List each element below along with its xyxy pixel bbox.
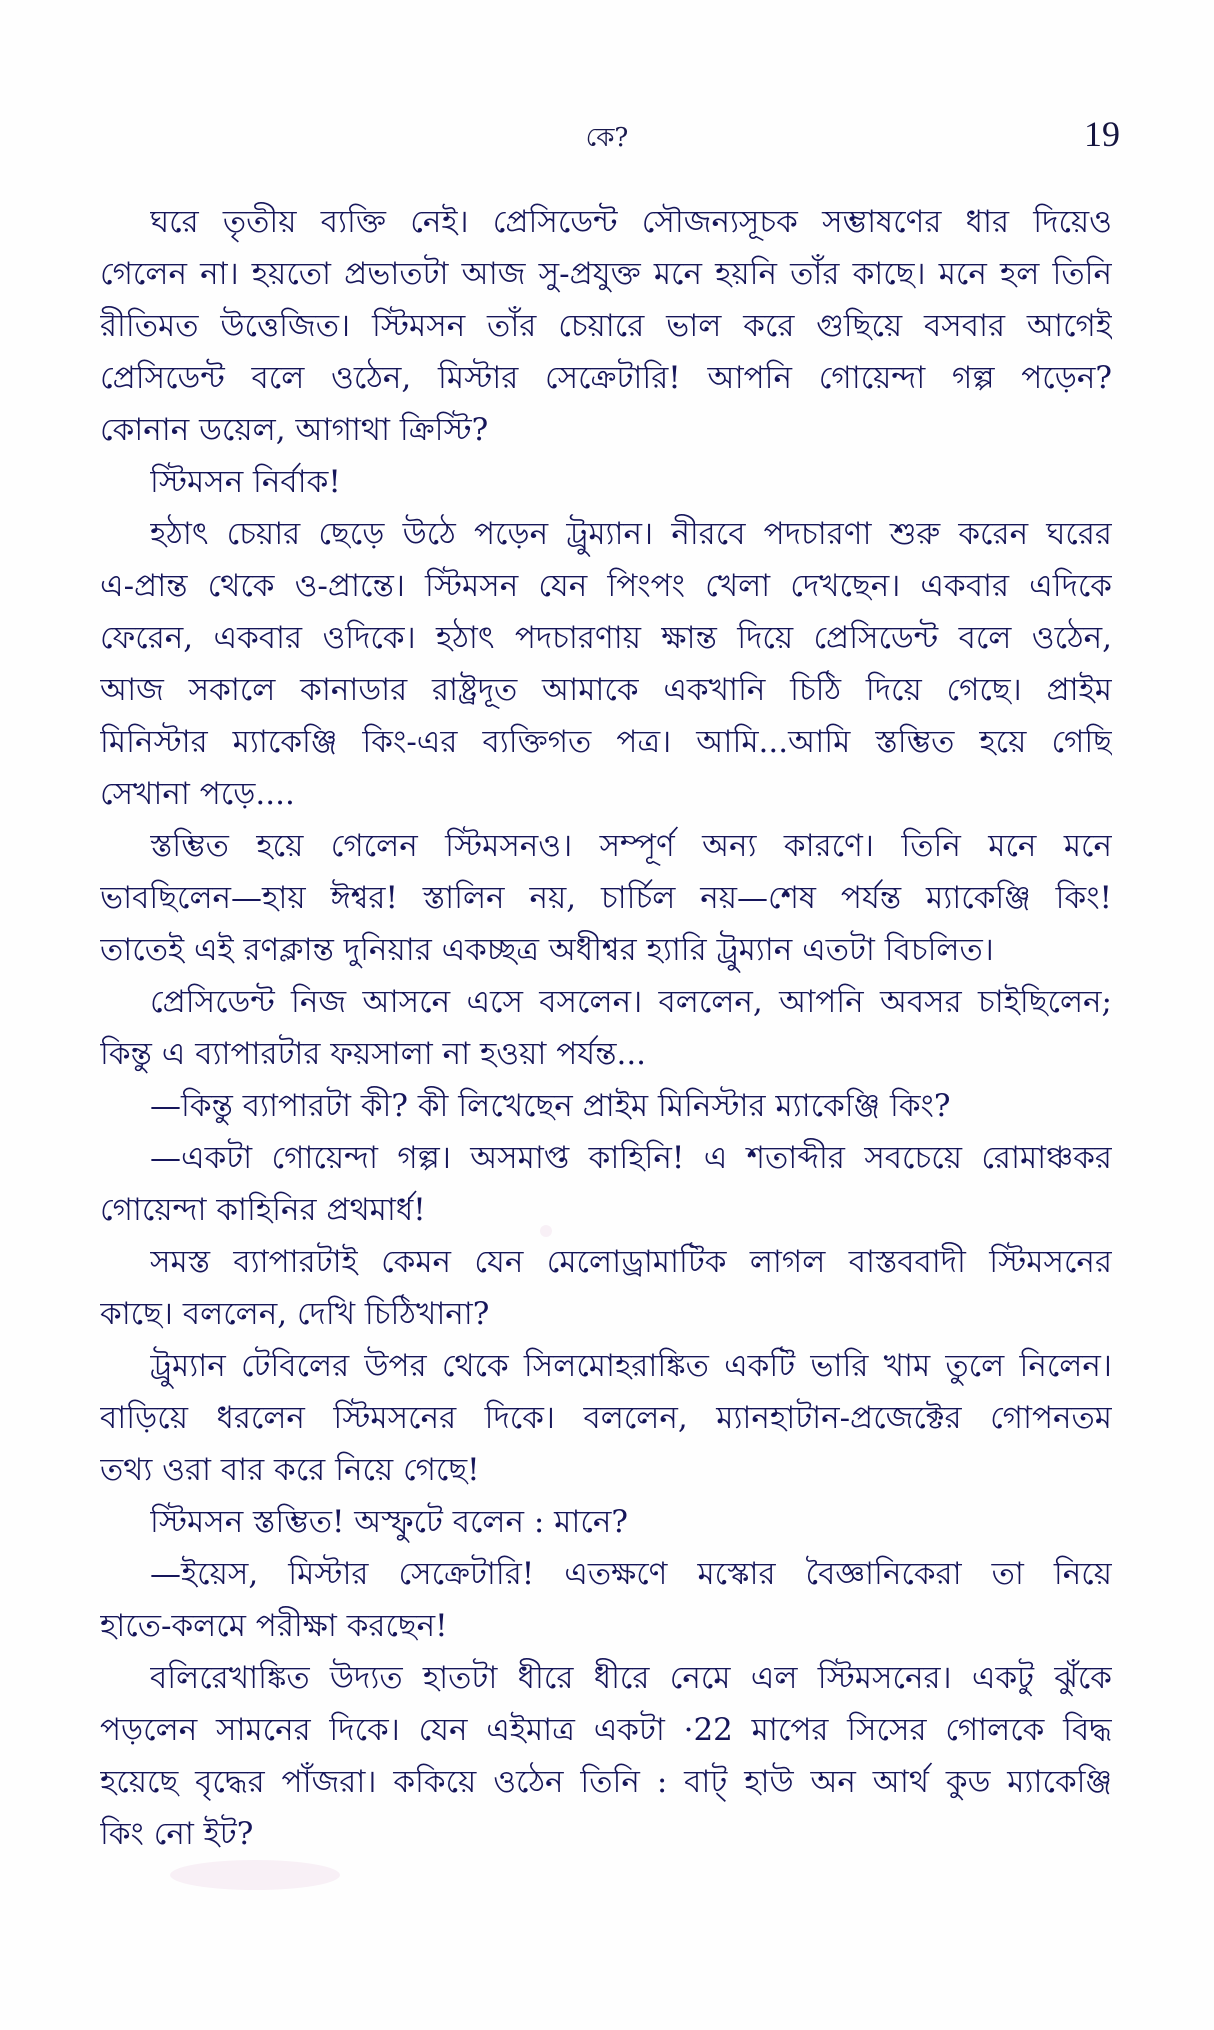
text-line: হয়েছে বৃদ্ধের পাঁজরা। ককিয়ে ওঠেন তিনি : বাট্ হাউ অন আর্থ কুড ম্যাকেঞ্জি [100, 1764, 1112, 1800]
text-line: —একটা গোয়েন্দা গল্প। অসমাপ্ত কাহিনি! এ শতাব্দীর সবচেয়ে রোমাঞ্চকর [150, 1140, 1112, 1176]
text-line: ভাবছিলেন—হায় ঈশ্বর! স্তালিন নয়, চার্চিল নয়—শেষ পর্যন্ত ম্যাকেঞ্জি কিং! [100, 880, 1112, 916]
text-line: কোনান ডয়েল, আগাথা ক্রিস্টি? [100, 412, 489, 448]
text-line: বলিরেখাঙ্কিত উদ্যত হাতটা ধীরে ধীরে নেমে এল স্টিমসনের। একটু ঝুঁকে [150, 1660, 1112, 1696]
text-line: গেলেন না। হয়তো প্রভাতটা আজ সু-প্রযুক্ত মনে হয়নি তাঁর কাছে। মনে হল তিনি [100, 256, 1112, 292]
text-line: ট্রুম্যান টেবিলের উপর থেকে সিলমোহরাঙ্কিত একটি ভারি খাম তুলে নিলেন। [150, 1348, 1112, 1384]
text-line: মিনিস্টার ম্যাকেঞ্জি কিং-এর ব্যক্তিগত পত্র। আমি...আমি স্তম্ভিত হয়ে গেছি [100, 724, 1112, 760]
text-line: প্রেসিডেন্ট বলে ওঠেন, মিস্টার সেক্রেটারি! আপনি গোয়েন্দা গল্প পড়েন? [100, 360, 1112, 396]
text-line: গোয়েন্দা কাহিনির প্রথমার্ধ! [100, 1192, 426, 1228]
text-line: —কিন্তু ব্যাপারটা কী? কী লিখেছেন প্রাইম মিনিস্টার ম্যাকেঞ্জি কিং? [150, 1088, 951, 1124]
text-line: রীতিমত উত্তেজিত। স্টিমসন তাঁর চেয়ারে ভাল করে গুছিয়ে বসবার আগেই [100, 308, 1112, 344]
text-line: তাতেই এই রণক্লান্ত দুনিয়ার একচ্ছত্র অধীশ্বর হ্যারি ট্রুম্যান এতটা বিচলিত। [100, 932, 994, 968]
text-line: পড়লেন সামনের দিকে। যেন এইমাত্র একটা ·22 মাপের সিসের গোলকে বিদ্ধ [100, 1712, 1112, 1748]
text-line: ঘরে তৃতীয় ব্যক্তি নেই। প্রেসিডেন্ট সৌজন্যসূচক সম্ভাষণের ধার দিয়েও [150, 204, 1112, 240]
print-smudge [170, 1860, 340, 1890]
text-line: কাছে। বললেন, দেখি চিঠিখানা? [100, 1296, 490, 1332]
text-line: স্তম্ভিত হয়ে গেলেন স্টিমসনও। সম্পূর্ণ অন্য কারণে। তিনি মনে মনে [150, 828, 1112, 864]
text-line: বাড়িয়ে ধরলেন স্টিমসনের দিকে। বললেন, ম্যানহাটান-প্রজেক্টের গোপনতম [100, 1400, 1112, 1436]
text-line: এ-প্রান্ত থেকে ও-প্রান্তে। স্টিমসন যেন পিংপং খেলা দেখছেন। একবার এদিকে [100, 568, 1112, 604]
text-line: কিং নো ইট? [100, 1816, 254, 1852]
text-line: তথ্য ওরা বার করে নিয়ে গেছে! [100, 1452, 480, 1488]
text-line: সেখানা পড়ে.... [100, 776, 295, 812]
text-line: স্টিমসন নির্বাক! [150, 464, 341, 500]
print-smudge [540, 1225, 552, 1237]
running-title: কে? [585, 123, 629, 153]
text-line: —ইয়েস, মিস্টার সেক্রেটারি! এতক্ষণে মস্কোর বৈজ্ঞানিকেরা তা নিয়ে [150, 1556, 1112, 1592]
text-line: হঠাৎ চেয়ার ছেড়ে উঠে পড়েন ট্রুম্যান। নীরবে পদচারণা শুরু করেন ঘরের [150, 516, 1112, 552]
page-number: 19 [1084, 114, 1120, 154]
text-line: কিন্তু এ ব্যাপারটার ফয়সালা না হওয়া পর্যন্ত... [100, 1036, 647, 1072]
text-line: হাতে-কলমে পরীক্ষা করছেন! [100, 1608, 448, 1644]
text-line: স্টিমসন স্তম্ভিত! অস্ফুটে বলেন : মানে? [150, 1504, 628, 1540]
text-line: প্রেসিডেন্ট নিজ আসনে এসে বসলেন। বললেন, আপনি অবসর চাইছিলেন; [150, 984, 1112, 1020]
text-line: আজ সকালে কানাডার রাষ্ট্রদূত আমাকে একখানি চিঠি দিয়ে গেছে। প্রাইম [100, 672, 1112, 708]
text-line: ফেরেন, একবার ওদিকে। হঠাৎ পদচারণায় ক্ষান্ত দিয়ে প্রেসিডেন্ট বলে ওঠেন, [100, 620, 1112, 656]
text-line: সমস্ত ব্যাপারটাই কেমন যেন মেলোড্রামাটিক লাগল বাস্তববাদী স্টিমসনের [150, 1244, 1112, 1280]
